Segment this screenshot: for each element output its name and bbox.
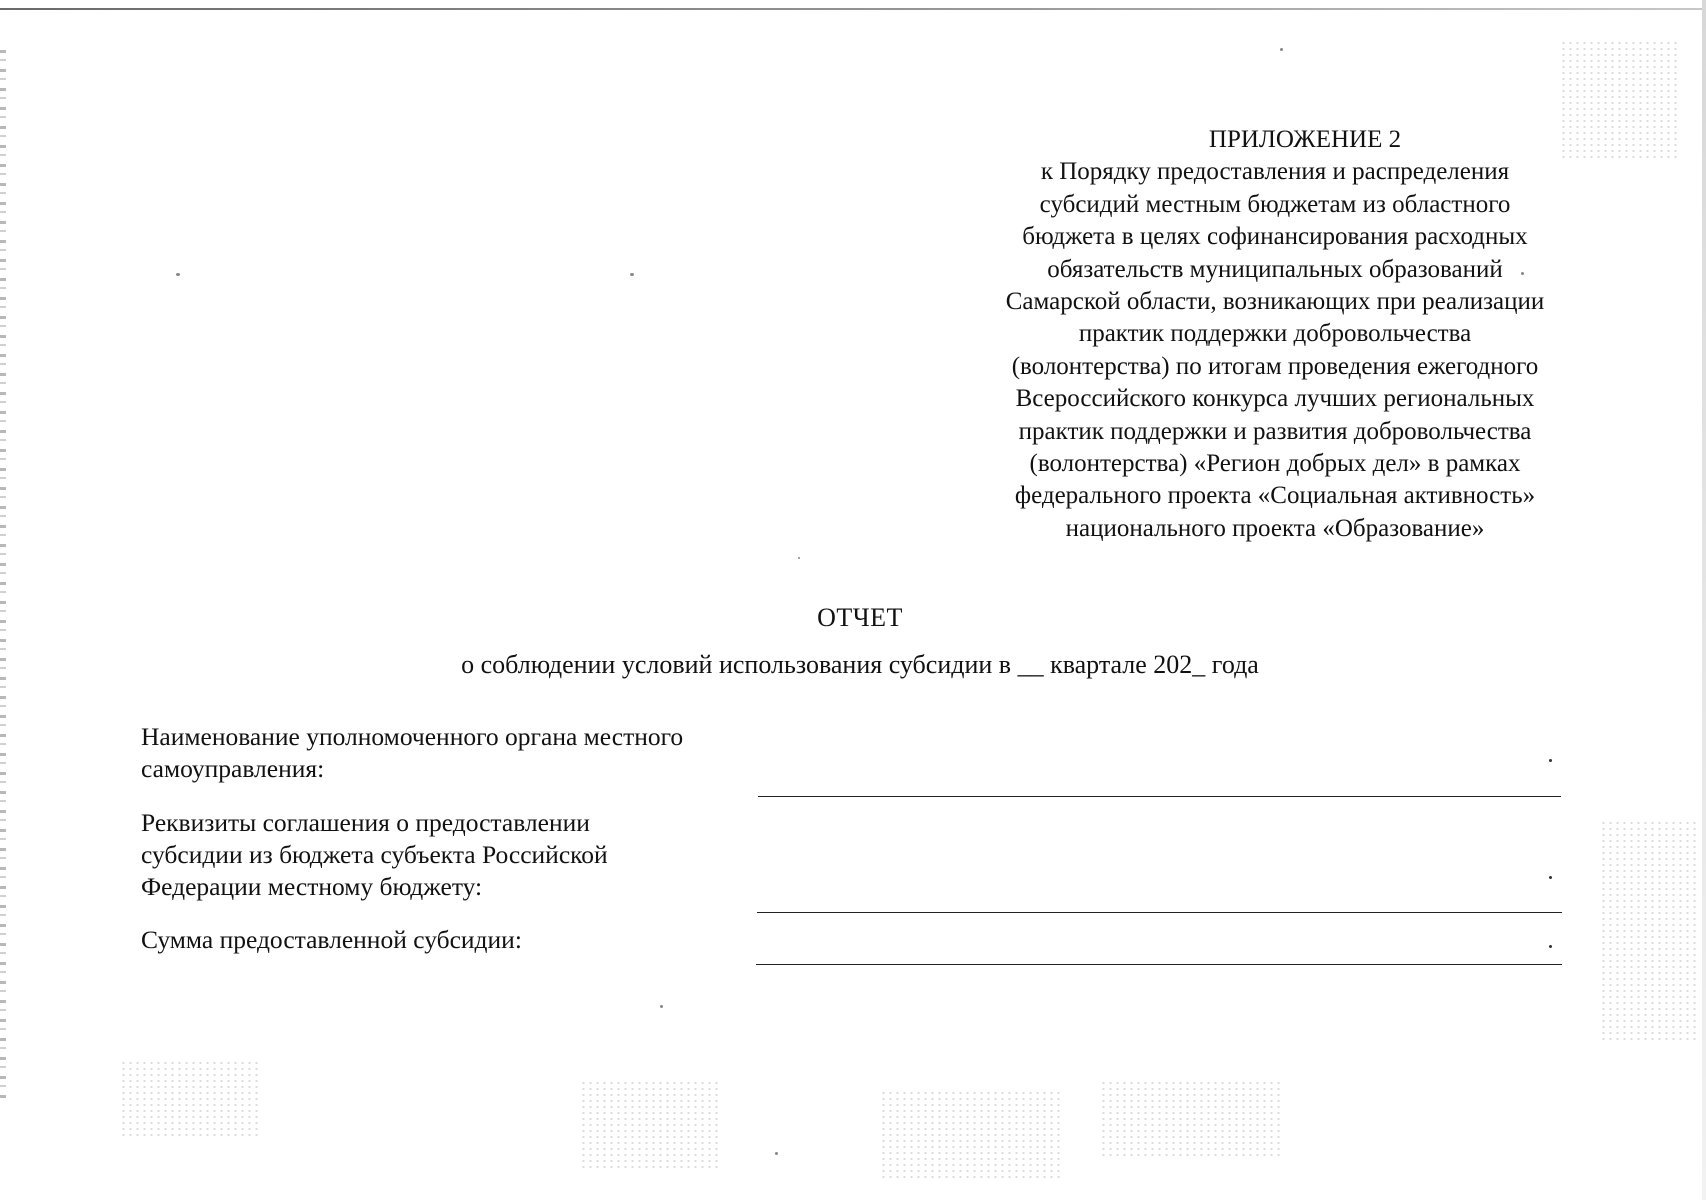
appendix-line: (волонтерства) «Регион добрых дел» в рамках [1029, 450, 1521, 478]
appendix-line: к Порядку предоставления и распределения [1040, 158, 1510, 186]
appendix-title: ПРИЛОЖЕНИЕ 2 [1208, 126, 1402, 153]
scan-speck [798, 557, 800, 559]
appendix-line: практик поддержки добровольчества [1078, 320, 1472, 348]
appendix-line: Всероссийского конкурса лучших региональных [1015, 385, 1535, 413]
agreement-fill-line[interactable] [757, 912, 1562, 913]
scan-noise [1100, 1080, 1280, 1160]
scan-speck [660, 1005, 663, 1008]
scan-edge-top [0, 8, 1706, 10]
appendix-line: обязательств муниципальных образований [1047, 255, 1503, 283]
authority-label [141, 721, 683, 785]
appendix-line: (волонтерства) по итогам проведения ежегодного [1011, 352, 1539, 380]
scan-noise [580, 1080, 720, 1170]
scan-speck [1280, 48, 1283, 51]
report-title: ОТЧЕТ [817, 603, 903, 632]
appendix-line: бюджета в целях софинансирования расходных [1022, 223, 1528, 251]
scan-noise [120, 1060, 260, 1140]
agreement-label-line: Реквизиты соглашения о предоставлении [141, 808, 590, 837]
authority-label-line: Наименование уполномоченного органа местного [141, 722, 684, 751]
scan-edge-right [1702, 0, 1706, 1200]
agreement-label [141, 807, 608, 903]
line-end-dot [1549, 759, 1552, 762]
line-end-dot [1549, 876, 1552, 879]
scan-edge-left [0, 50, 6, 1100]
scan-speck [630, 273, 634, 276]
scan-noise [1600, 820, 1700, 1040]
appendix-line: федерального проекта «Социальная активность» [1014, 482, 1536, 510]
authority-fill-line[interactable] [758, 796, 1561, 797]
agreement-label-line: субсидии из бюджета субъекта Российской [141, 840, 608, 869]
scan-speck [775, 1152, 778, 1155]
report-subtitle: о соблюдении условий использования субсидии в __ квартале 202_ года [461, 650, 1259, 679]
authority-label-line: самоуправления: [141, 754, 325, 783]
amount-label: Сумма предоставленной субсидии: [141, 925, 522, 954]
scan-speck [176, 273, 180, 276]
appendix-line: практик поддержки и развития добровольчества [1018, 417, 1532, 445]
amount-fill-line[interactable] [756, 964, 1562, 965]
agreement-label-line: Федерации местному бюджету: [141, 872, 483, 901]
appendix-line: национального проекта «Образование» [1065, 514, 1485, 542]
line-end-dot [1549, 945, 1552, 948]
appendix-line: Самарской области, возникающих при реализации [1005, 288, 1545, 316]
appendix-line: субсидий местным бюджетам из областного [1039, 190, 1511, 218]
scan-noise [880, 1090, 1060, 1180]
appendix-header [925, 124, 1625, 545]
